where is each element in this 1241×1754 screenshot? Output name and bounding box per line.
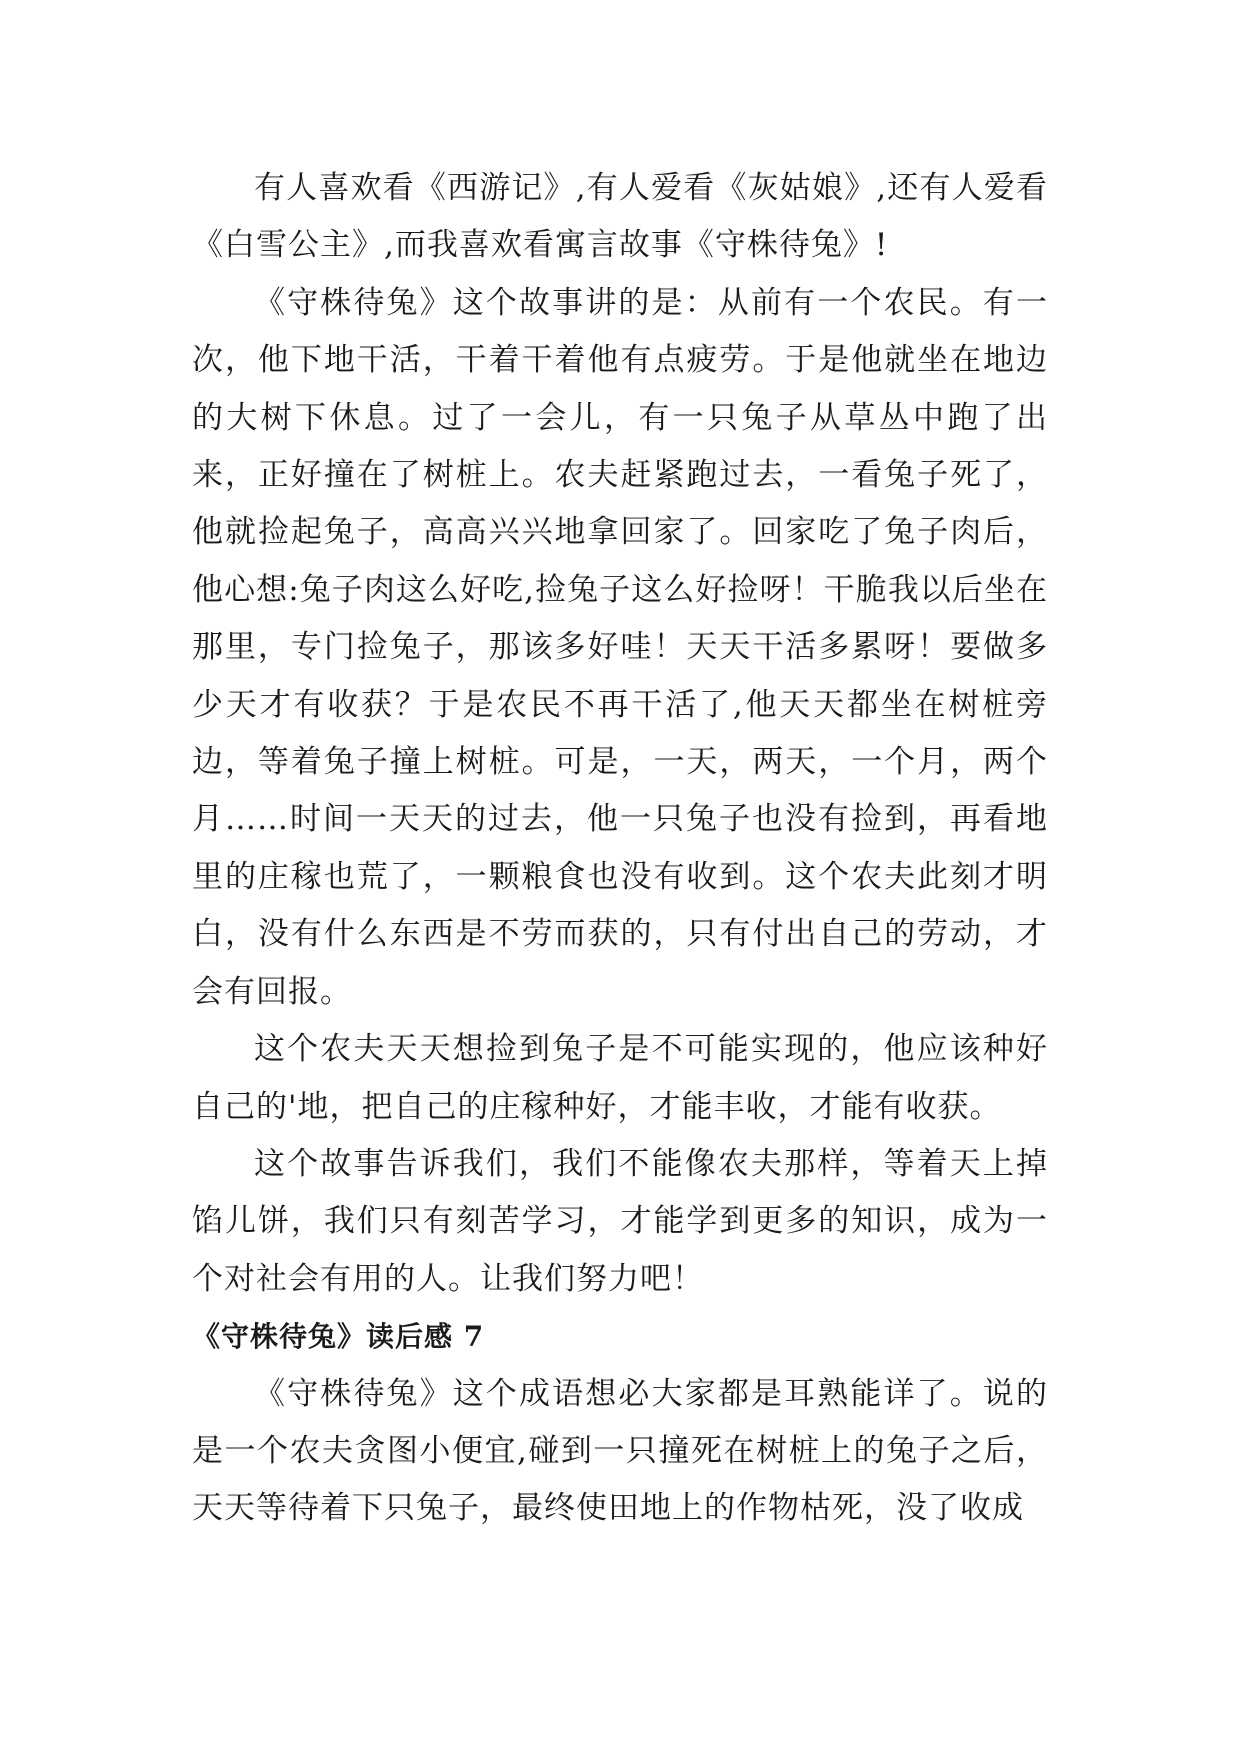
- paragraph-idiom-intro: 《守株待兔》这个成语想必大家都是耳熟能详了。说的是一个农夫贪图小便宜,碰到一只撞死在树桩上的兔子之后，天天等待着下只兔子，最终使田地上的作物枯死，没了收成: [192, 1375, 1048, 1527]
- paragraph-lesson: 这个故事告诉我们，我们不能像农夫那样，等着天上掉馅儿饼，我们只有刻苦学习，才能学到更多的知识，成为一个对社会有用的人。让我们努力吧！: [192, 1145, 1048, 1297]
- section-title: 《守株待兔》读后感 7: [192, 1320, 485, 1354]
- paragraph-farmer-reflection: 这个农夫天天想捡到兔子是不可能实现的，他应该种好自己的'地，把自己的庄稼种好，才能丰收，才能有收获。: [192, 1031, 1048, 1125]
- document-page: [192, 160, 1048, 1538]
- paragraph-favorite-stories: 有人喜欢看《西游记》,有人爱看《灰姑娘》,还有人爱看《白雪公主》,而我喜欢看寓言故事《守株待兔》!: [192, 170, 1048, 264]
- paragraph-story-summary: 《守株待兔》这个故事讲的是：从前有一个农民。有一次，他下地干活，干着干着他有点疲劳。于是他就坐在地边的大树下休息。过了一会儿，有一只兔子从草丛中跑了出来，正好撞在了树桩上。农夫赶紧跑过去，一看兔子死了，他就捡起兔子，高高兴兴地拿回家了。回家吃了兔子肉后，他心想:兔子肉这么好吃,捡兔子这么好捡呀！干脆我以后坐在那里，专门捡兔子，那该多好哇！天天干活多累呀！要做多少天才有收获？于是农民不再干活了,他天天都坐在树桩旁边，等着兔子撞上树桩。可是，一天，两天，一个月，两个月……时间一天天的过去，他一只兔子也没有捡到，再看地里的庄稼也荒了，一颗粮食也没有收到。这个农夫此刻才明白，没有什么东西是不劳而获的，只有付出自己的劳动，才会有回报。: [192, 284, 1048, 1010]
